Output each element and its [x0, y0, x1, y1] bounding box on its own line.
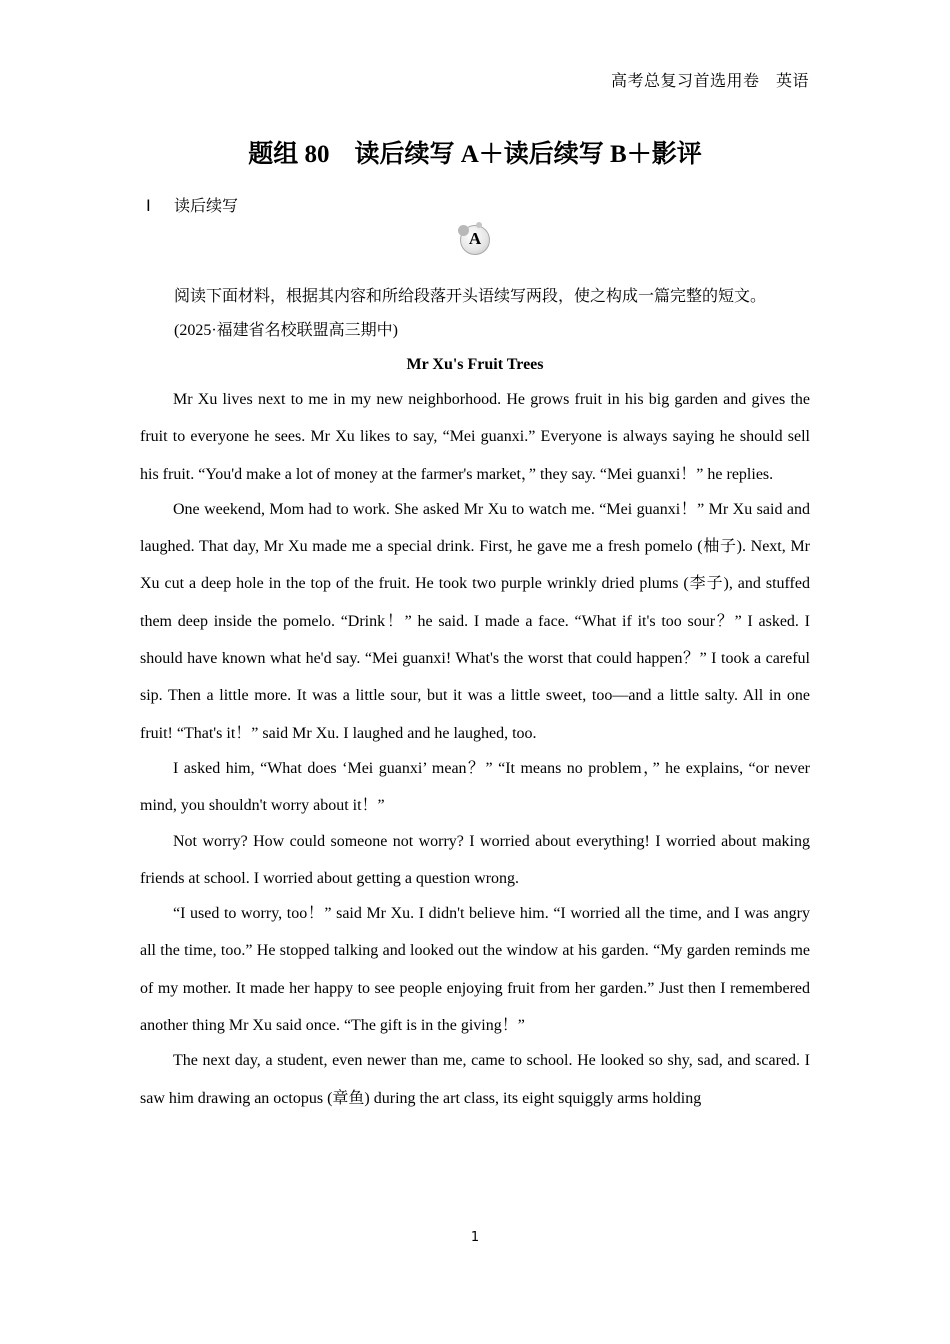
story-paragraph: The next day, a student, even newer than me, came to school. He looked so shy, sad, and scared. I saw him drawing an octopus (章鱼) during the art class, its eight squiggly arms holding	[140, 1052, 810, 1107]
part-a-badge	[460, 225, 490, 255]
story-paragraph: Not worry? How could someone not worry? I worried about everything! I worried about making friends at school. I worried about getting a question wrong.	[140, 832, 810, 887]
story-paragraph: “I used to worry, too！” said Mr Xu. I didn't believe him. “I worried all the time, and I was angry all the time, too.” He stopped talking and looked out the window at his garden. “My garden reminds me of my mother. It made her happy to see people enjoying fruit from her garden.” Just then I remembered another thing Mr Xu said once. “The gift is in the giving！”	[140, 905, 810, 1035]
story-paragraph: I asked him, “What does ‘Mei guanxi’ mean？” “It means no problem，” he explains, “or never mind, you shouldn't worry about it！”	[140, 759, 810, 815]
source-citation: (2025·福建省名校联盟高三期中)	[174, 322, 398, 339]
story-paragraph: Mr Xu lives next to me in my new neighborhood. He grows fruit in his big garden and gives the fruit to everyone he sees. Mr Xu likes to say, “Mei guanxi.” Everyone is always saying he should sell his fruit. “You'd make a lot of money at the farmer's market，” they say. “Mei guanxi！” he replies.	[140, 391, 810, 483]
story-paragraph: One weekend, Mom had to work. She asked Mr Xu to watch me. “Mei guanxi！” Mr Xu said and laughed. That day, Mr Xu made me a special drink. First, he gave me a fresh pomelo (柚子). Next, Mr Xu cut a deep hole in the top of the fruit. He took two purple wrinkly dried plums (李子), and stuffed them deep inside the pomelo. “Drink！” he said. I made a face. “What if it's too sour？” I asked. I should have known what he'd say. “Mei guanxi! What's the worst that could happen？” I took a careful sip. Then a little more. It was a little sour, but it was a little sweet, too—and a little salty. All in one fruit! “That's it！” said Mr Xu. I laughed and he laughed, too.	[140, 500, 811, 742]
section-heading	[146, 193, 238, 216]
header-book-title: 高考总复习首选用卷 英语	[610, 73, 809, 90]
story-body	[140, 381, 810, 1117]
badge-letter: A	[468, 229, 482, 248]
story-title: Mr Xu's Fruit Trees	[406, 356, 544, 373]
badge-decoration-dot-small	[476, 222, 482, 228]
page-number: 1	[470, 1230, 480, 1245]
instruction-text: 阅读下面材料，根据其内容和所给段落开头语续写两段，使之构成一篇完整的短文。	[174, 288, 767, 305]
section-label: 读后续写	[174, 196, 239, 215]
section-numeral: Ⅰ	[146, 198, 151, 215]
page-title: 题组 80 读后续写 A＋读后续写 B＋影评	[248, 141, 702, 168]
